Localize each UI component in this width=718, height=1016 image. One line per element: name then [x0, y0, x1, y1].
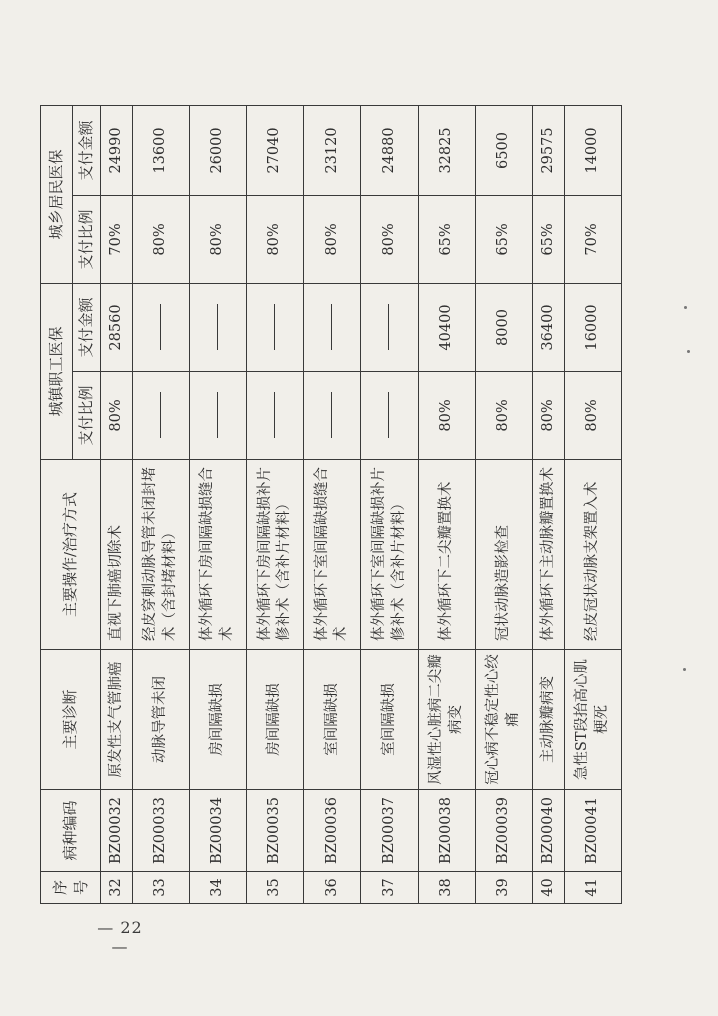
row-employee-ratio — [304, 372, 361, 460]
row-resident-amount: 24880 — [361, 105, 418, 195]
row-employee-amount — [132, 283, 189, 371]
row-employee-ratio — [247, 372, 304, 460]
row-employee-amount: 8000 — [475, 283, 532, 371]
empty-dash — [160, 393, 161, 439]
row-resident-ratio: 65% — [532, 195, 564, 283]
row-seq: 33 — [132, 872, 189, 904]
row-employee-ratio: 80% — [101, 372, 133, 460]
row-employee-amount: 36400 — [532, 283, 564, 371]
row-resident-amount: 29575 — [532, 105, 564, 195]
row-diagnosis: 原发性支气管肺癌 — [101, 650, 133, 790]
table-row — [532, 105, 564, 903]
row-resident-ratio: 80% — [247, 195, 304, 283]
row-diagnosis: 室间隔缺损 — [304, 650, 361, 790]
row-resident-ratio: 70% — [101, 195, 133, 283]
table-row — [564, 105, 621, 903]
empty-dash — [274, 305, 275, 351]
header-code: 病种编码 — [41, 790, 101, 872]
header-employee-ratio: 支付比例 — [73, 372, 101, 460]
row-seq: 40 — [532, 872, 564, 904]
header-resident-insurance: 城乡居民医保 — [41, 105, 73, 283]
row-code: BZ00039 — [475, 790, 532, 872]
row-diagnosis: 室间隔缺损 — [361, 650, 418, 790]
row-seq: 37 — [361, 872, 418, 904]
row-code: BZ00038 — [418, 790, 475, 872]
row-diagnosis: 冠心病不稳定性心绞痛 — [475, 650, 532, 790]
empty-dash — [274, 393, 275, 439]
empty-dash — [217, 393, 218, 439]
row-procedure: 体外循环下房间隔缺损补片修补术（含补片材料） — [247, 460, 304, 650]
row-code: BZ00037 — [361, 790, 418, 872]
row-resident-amount: 6500 — [475, 105, 532, 195]
row-code: BZ00035 — [247, 790, 304, 872]
empty-dash — [388, 393, 389, 439]
row-resident-amount: 23120 — [304, 105, 361, 195]
header-resident-ratio: 支付比例 — [73, 195, 101, 283]
page-number: — 22 — — [97, 918, 143, 956]
row-seq: 32 — [101, 872, 133, 904]
row-procedure: 体外循环下二尖瓣置换术 — [418, 460, 475, 650]
row-employee-ratio: 80% — [475, 372, 532, 460]
row-resident-amount: 14000 — [564, 105, 621, 195]
row-seq: 41 — [564, 872, 621, 904]
row-resident-ratio: 80% — [304, 195, 361, 283]
row-code: BZ00041 — [564, 790, 621, 872]
row-code: BZ00040 — [532, 790, 564, 872]
row-resident-ratio: 65% — [475, 195, 532, 283]
table-row — [132, 105, 189, 903]
empty-dash — [331, 393, 332, 439]
empty-dash — [160, 305, 161, 351]
row-resident-ratio: 80% — [361, 195, 418, 283]
row-employee-amount: 28560 — [101, 283, 133, 371]
table-row — [101, 105, 133, 903]
row-resident-ratio: 80% — [132, 195, 189, 283]
header-employee-amount: 支付金额 — [73, 283, 101, 371]
header-resident-amount: 支付金额 — [73, 105, 101, 195]
scan-speck — [684, 306, 687, 309]
header-diagnosis: 主要诊断 — [41, 650, 101, 790]
row-seq: 36 — [304, 872, 361, 904]
row-diagnosis: 主动脉瓣病变 — [532, 650, 564, 790]
table-row — [189, 105, 246, 903]
empty-dash — [331, 305, 332, 351]
table-row — [418, 105, 475, 903]
row-procedure: 经皮穿刺动脉导管未闭封堵术（含封堵材料） — [132, 460, 189, 650]
row-resident-amount: 27040 — [247, 105, 304, 195]
row-code: BZ00036 — [304, 790, 361, 872]
row-diagnosis: 动脉导管未闭 — [132, 650, 189, 790]
row-employee-ratio: 80% — [564, 372, 621, 460]
row-diagnosis: 风湿性心脏病二尖瓣病变 — [418, 650, 475, 790]
row-diagnosis: 房间隔缺损 — [189, 650, 246, 790]
row-seq: 34 — [189, 872, 246, 904]
row-resident-ratio: 80% — [189, 195, 246, 283]
row-employee-ratio: 80% — [418, 372, 475, 460]
row-procedure: 冠状动脉造影检查 — [475, 460, 532, 650]
table-body — [101, 105, 622, 903]
row-resident-amount: 32825 — [418, 105, 475, 195]
row-diagnosis: 房间隔缺损 — [247, 650, 304, 790]
empty-dash — [217, 305, 218, 351]
row-procedure: 直视下肺癌切除术 — [101, 460, 133, 650]
row-diagnosis: 急性ST段抬高心肌梗死 — [564, 650, 621, 790]
rotated-table-wrapper — [40, 106, 622, 904]
row-seq: 39 — [475, 872, 532, 904]
row-code: BZ00032 — [101, 790, 133, 872]
row-procedure: 体外循环下房间隔缺损缝合术 — [189, 460, 246, 650]
row-resident-ratio: 65% — [418, 195, 475, 283]
row-resident-amount: 13600 — [132, 105, 189, 195]
row-seq: 38 — [418, 872, 475, 904]
table-row — [247, 105, 304, 903]
header-seq: 序号 — [41, 872, 101, 904]
row-employee-amount — [304, 283, 361, 371]
table-row — [475, 105, 532, 903]
row-procedure: 经皮冠状动脉支架置入术 — [564, 460, 621, 650]
row-employee-amount — [247, 283, 304, 371]
empty-dash — [388, 305, 389, 351]
row-procedure: 体外循环下主动脉瓣置换术 — [532, 460, 564, 650]
header-procedure: 主要操作/治疗方式 — [41, 460, 101, 650]
scan-speck — [687, 350, 690, 353]
row-code: BZ00033 — [132, 790, 189, 872]
row-seq: 35 — [247, 872, 304, 904]
row-employee-ratio: 80% — [532, 372, 564, 460]
row-employee-amount: 40400 — [418, 283, 475, 371]
header-employee-insurance: 城镇职工医保 — [41, 283, 73, 459]
table-row — [361, 105, 418, 903]
row-resident-amount: 24990 — [101, 105, 133, 195]
insurance-payment-table — [40, 105, 622, 904]
row-employee-amount — [361, 283, 418, 371]
row-procedure: 体外循环下室间隔缺损缝合术 — [304, 460, 361, 650]
row-code: BZ00034 — [189, 790, 246, 872]
row-employee-amount: 16000 — [564, 283, 621, 371]
row-employee-ratio — [189, 372, 246, 460]
scan-speck — [683, 668, 686, 671]
row-employee-ratio — [132, 372, 189, 460]
row-employee-ratio — [361, 372, 418, 460]
row-procedure: 体外循环下室间隔缺损补片修补术（含补片材料） — [361, 460, 418, 650]
row-employee-amount — [189, 283, 246, 371]
row-resident-ratio: 70% — [564, 195, 621, 283]
row-resident-amount: 26000 — [189, 105, 246, 195]
table-row — [304, 105, 361, 903]
